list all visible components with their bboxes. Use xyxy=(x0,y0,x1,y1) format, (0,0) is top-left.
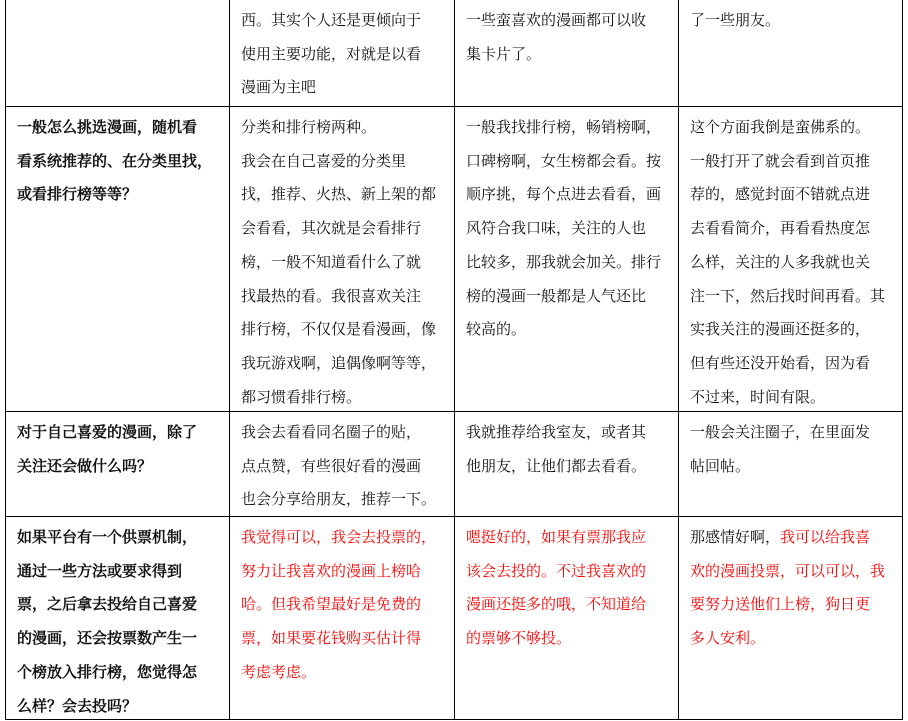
question-cell: 如果平台有一个供票机制， 通过一些方法或要求得到 票，之后拿去投给自己喜爱 的漫画，还会按票数产生一 个榜放入排行榜，您觉得怎 么样？会去投吗？ xyxy=(5,517,230,720)
question-cell: 对于自己喜爱的漫画，除了 关注还会做什么吗？ xyxy=(5,412,230,517)
answer-cell: 分类和排行榜两种。 我会在自己喜爱的分类里 找，推荐、火热、新上架的都 会看看，其次就是会看排行 榜，一般不知道看什么了就 找最热的看。我很喜欢关注 排行榜，不仅仅是看漫画，像 我玩游戏啊，追偶像啊等等， 都习惯看排行榜。 xyxy=(230,107,455,412)
answer-cell: 我就推荐给我室友，或者其 他朋友，让他们都去看看。 xyxy=(455,412,679,517)
question-cell: 一般怎么挑选漫画，随机看 看系统推荐的、在分类里找， 或看排行榜等等？ xyxy=(5,107,230,412)
answer-cell-highlighted: 我觉得可以，我会去投票的， 努力让我喜欢的漫画上榜哈 哈。但我希望最好是免费的 票，如果要花钱购买估计得 考虑考虑。 xyxy=(230,517,455,720)
question-cell xyxy=(5,0,230,107)
answer-cell: 一般我找排行榜，畅销榜啊， 口碑榜啊，女生榜都会看。按 顺序挑，每个点进去看看，画 风符合我口味，关注的人也 比较多，那我就会加关。排行 榜的漫画一般都是人气还比 较高的。 xyxy=(455,107,679,412)
answer-cell: 西。其实个人还是更倾向于 使用主要功能，对就是以看 漫画为主吧 xyxy=(230,0,455,107)
answer-cell: 一些蛮喜欢的漫画都可以收 集卡片了。 xyxy=(455,0,679,107)
answer-cell-highlighted: 嗯挺好的，如果有票那我应 该会去投的。不过我喜欢的 漫画还挺多的哦，不知道给 的票够不够投。 xyxy=(455,517,679,720)
answer-cell: 我会去看看同名圈子的贴， 点点赞，有些很好看的漫画 也会分享给朋友，推荐一下。 xyxy=(230,412,455,517)
answer-plain-text: 那感情好啊， xyxy=(690,528,781,546)
answer-highlighted-text: 我可以给我喜 欢的漫画投票，可以可以，我 要努力送他们上榜，狗日更 多人安利。 xyxy=(690,528,886,648)
interview-table xyxy=(5,0,903,719)
answer-cell: 这个方面我倒是蛮佛系的。 一般打开了就会看到首页推 荐的，感觉封面不错就点进 去看看简介，再看看热度怎 么样，关注的人多我就也关 注一下，然后找时间再看。其 实我关注的漫画还挺多的， 但有些还没开始看，因为看 不过来，时间有限。 xyxy=(679,107,903,412)
answer-cell: 一般会关注圈子，在里面发 帖回帖。 xyxy=(679,412,903,517)
answer-cell: 了一些朋友。 xyxy=(679,0,903,107)
answer-cell xyxy=(679,517,903,720)
